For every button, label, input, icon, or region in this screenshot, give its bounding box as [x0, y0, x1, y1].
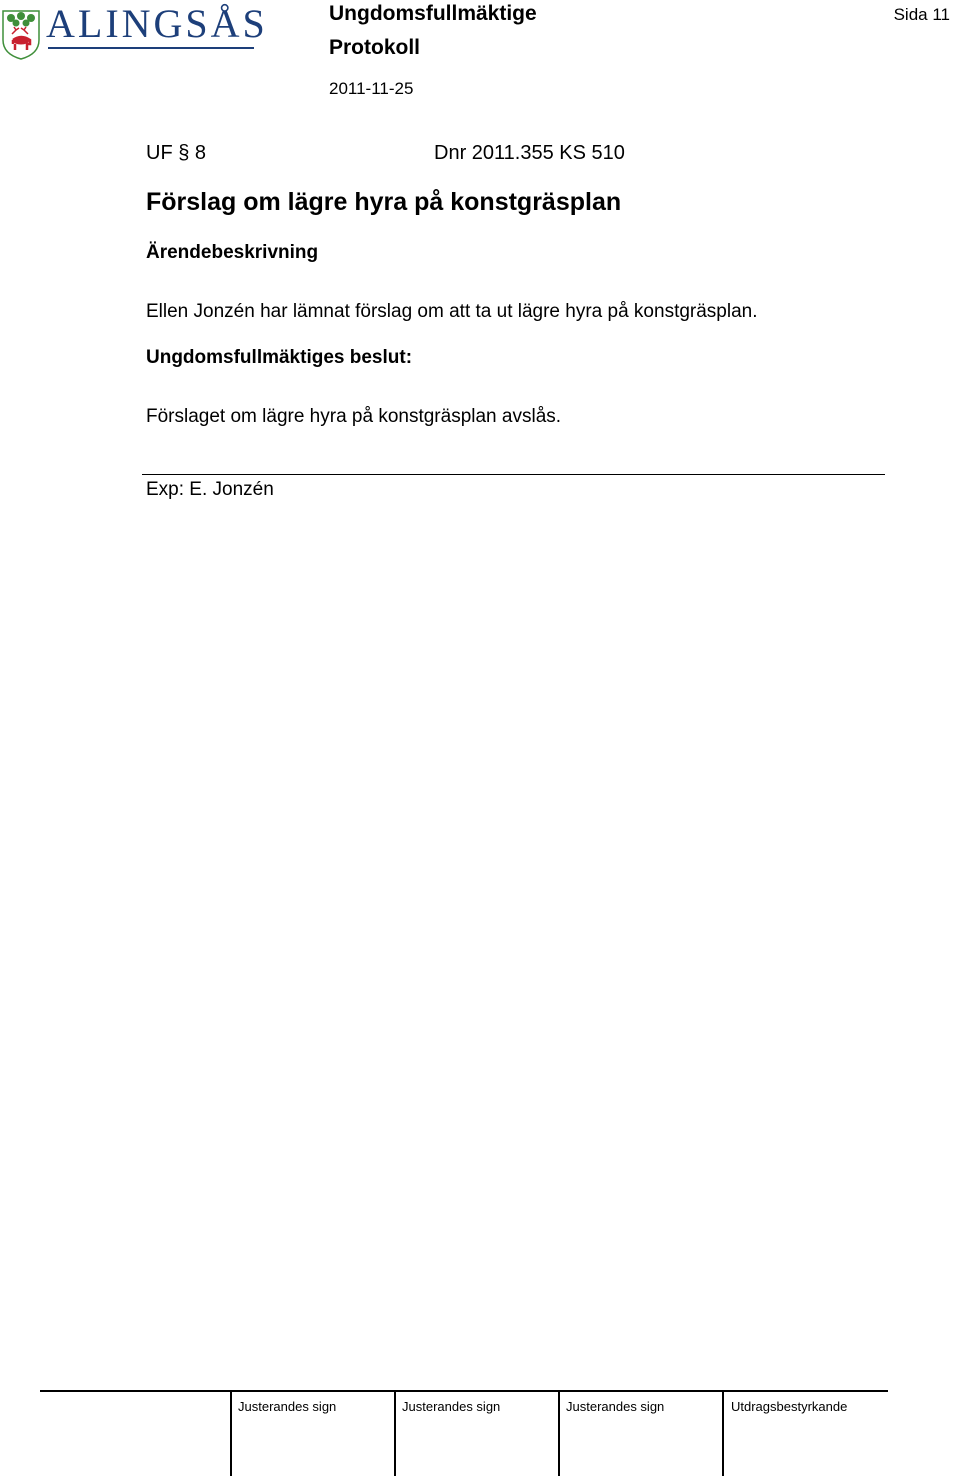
section-number: UF § 8 [146, 142, 207, 164]
decision-heading: Ungdomsfullmäktiges beslut: [146, 347, 413, 368]
signature-cell-label: Justerandes sign [566, 1399, 665, 1414]
signature-cell-label: Justerandes sign [402, 1399, 501, 1414]
description-heading: Ärendebeskrivning [146, 242, 319, 263]
case-title: Förslag om lägre hyra på konstgräsplan [146, 188, 622, 216]
footer-divider [558, 1391, 560, 1476]
decision-text: Förslaget om lägre hyra på konstgräsplan avslås. [146, 406, 562, 427]
certification-cell-label: Utdragsbestyrkande [731, 1399, 848, 1414]
dispatch-note: Exp: E. Jonzén [146, 479, 274, 500]
description-text: Ellen Jonzén har lämnat förslag om att ta ut lägre hyra på konstgräsplan. [146, 301, 758, 322]
meeting-date: 2011-11-25 [329, 79, 414, 98]
body-title: Ungdomsfullmäktige [329, 2, 537, 25]
coat-of-arms-logo [2, 10, 40, 60]
page-number: Sida 11 [893, 5, 950, 24]
registration-number: Dnr 2011.355 KS 510 [434, 142, 625, 164]
divider [142, 474, 885, 475]
logo-underline [48, 47, 254, 49]
footer-divider [722, 1391, 724, 1476]
footer-divider [230, 1391, 232, 1476]
document-type: Protokoll [329, 36, 421, 59]
footer-rule [40, 1390, 888, 1392]
footer-divider [394, 1391, 396, 1476]
municipality-logo-text: ALINGSÅS [46, 1, 268, 46]
signature-cell-label: Justerandes sign [238, 1399, 337, 1414]
